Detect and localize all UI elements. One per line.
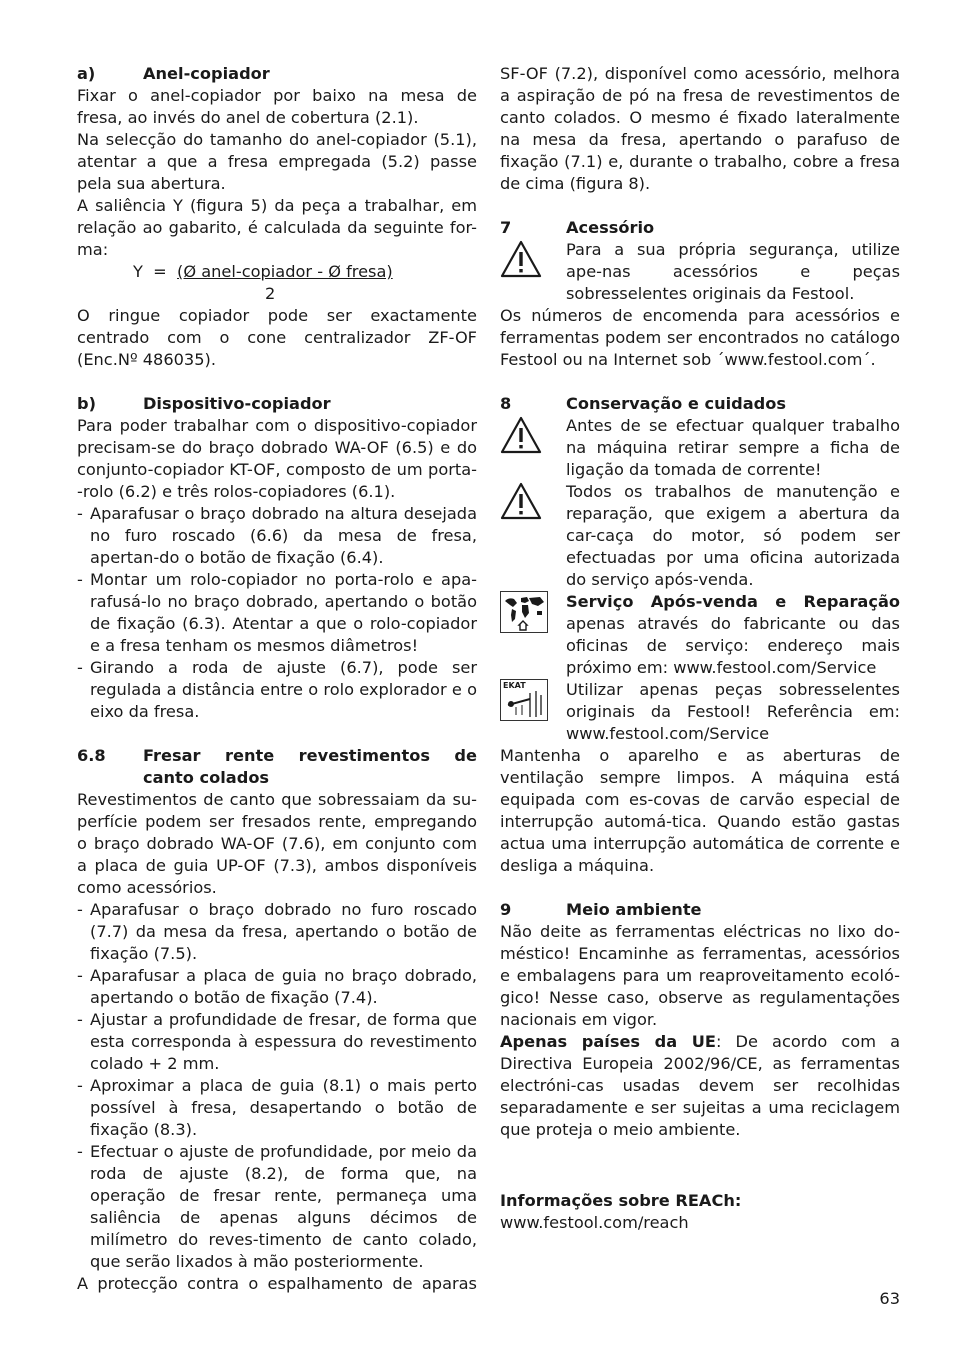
section-number: b) [77, 394, 96, 413]
warning-note: Todos os trabalhos de manutenção e reparação, que exigem a abertura da car-caça do motor, só podem ser efectuadas por uma oficina autorizada do serviço após-venda. [500, 481, 900, 591]
world-map-service-icon [500, 591, 566, 679]
service-note: Serviço Após-venda e Reparação apenas através do fabricante ou das oficinas de serviço: endereço mais próximo em: www.festool.com/Service [500, 591, 900, 679]
warning-note: Para a sua própria segurança, utilize ape-nas acessórios e peças sobresselentes originais da Festool. [500, 239, 900, 305]
paragraph: A protecção contra o espalhamento de aparas [77, 1274, 477, 1293]
section-a-heading [77, 63, 477, 85]
list-item: - Montar um rolo-copiador no porta-rolo e apa-rafusá-lo no braço dobrado, apertando o botão de fixação (6.3). Atentar a que o rolo-copiador e a fresa tenham os mesmos diâmetros! [77, 570, 477, 655]
section-title: Anel-copiador [143, 64, 270, 83]
list-item: - Efectuar o ajuste de profundidade, por meio da roda de ajuste (8.2), de forma que, na operação de fresar rente, permaneça uma saliência de apenas alguns décimos de milímetro do reves-timento de canto colado, que serão lixados à mão posteriormente. [77, 1142, 477, 1271]
formula-denominator: 2 [265, 284, 276, 303]
page-number: 63 [879, 1289, 900, 1308]
paragraph: Os números de encomenda para acessórios e ferramentas podem ser encontrados no catálogo Festool ou na Internet sob ´www.festool.com´. [500, 306, 900, 369]
paragraph: Não deite as ferramentas eléctricas no lixo do-méstico! Encaminhe as ferramentas, acessórios e embalagens para um reaproveitamento ecoló-gico! Nesse caso, observe as regulamentações nacionais em vigor. [500, 922, 900, 1029]
list-item: - Ajustar a profundidade de fresar, de forma que esta corresponda à espessura do revestimento colado + 2 mm. [77, 1010, 477, 1073]
ekat-label: EKAT [503, 681, 526, 690]
warning-note: Antes de se efectuar qualquer trabalho na máquina retirar sempre a ficha de ligação da tomada de corrente! [500, 415, 900, 481]
section-title: Dispositivo-copiador [143, 394, 331, 413]
paragraph: SF-OF (7.2), disponível como acessório, melhora a aspiração de pó na fresa de revestimentos de canto colados. O mesmo é fixado lateralmente na mesa da fresa, apertando o parafuso de fixação (7.1) e, durante o trabalho, cobre a fresa de cima (figura 8). [500, 64, 900, 193]
paragraph: Revestimentos de canto que sobressaiam da su-perfície podem ser fresados rente, empregando o braço dobrado WA-OF (7.6), em conjunto com a placa de guia UP-OF (7.3), ambos disponíveis como acessórios. [77, 790, 477, 897]
section-title: Meio ambiente [566, 900, 702, 919]
section-number: 9 [500, 900, 512, 919]
list-item: - Aparafusar o braço dobrado na altura desejada no furo roscado (6.6) da mesa de fresa, apertan-do o botão de fixação (6.4). [77, 504, 477, 567]
list-item: - Aparafusar a placa de guia no braço dobrado, apertando o botão de fixação (7.4). [77, 966, 477, 1007]
section-title: Acessório [566, 218, 655, 237]
paragraph: O ringue copiador pode ser exactamente centrado com o cone centralizador ZF-OF (Enc.Nº 486035). [77, 306, 477, 369]
section-title: Conservação e cuidados [566, 394, 787, 413]
warning-triangle-icon [500, 239, 566, 305]
paragraph: Apenas países da UE: De acordo com a Directiva Europeia 2002/96/CE, as ferramentas electróni-cas usadas devem ser recolhidas separadamente e ser sujeitas a uma reciclagem que proteja o meio ambiente. [500, 1032, 900, 1139]
section-number: 7 [500, 218, 512, 237]
section-title: Fresar rente revestimentos de canto colados [143, 746, 477, 787]
right-column [500, 63, 900, 1234]
section-8-heading [500, 393, 900, 415]
section-number: a) [77, 64, 96, 83]
formula-numerator: (Ø anel-copiador - Ø fresa) [177, 262, 393, 281]
paragraph: Fixar o anel-copiador por baixo na mesa de fresa, ao invés do anel de cobertura (2.1). [77, 86, 477, 127]
ekat-spare-parts-icon [500, 679, 566, 745]
reach-link[interactable]: www.festool.com/reach [500, 1213, 689, 1232]
warning-triangle-icon [500, 415, 566, 481]
formula [77, 261, 477, 283]
section-7-heading [500, 217, 900, 239]
section-b-heading [77, 393, 477, 415]
section-number: 8 [500, 394, 512, 413]
ekat-note: EKAT Utilizar apenas peças sobresselentes originais da Festool! Referência em: www.festool.com/Service [500, 679, 900, 745]
paragraph: Para poder trabalhar com o dispositivo-copiador precisam-se do braço dobrado WA-OF (6.5) e do conjunto-copiador KT-OF, composto de um porta--rolo (6.2) e três rolos-copiadores (6.1). [77, 416, 477, 501]
list-item: - Girando a roda de ajuste (6.7), pode ser regulada a distância entre o rolo explorador e o eixo da fresa. [77, 658, 477, 721]
paragraph: A saliência Y (figura 5) da peça a trabalhar, em relação ao gabarito, é calculada da seguinte for-ma: [77, 196, 477, 259]
warning-triangle-icon [500, 481, 566, 591]
section-6-8-heading [77, 745, 477, 789]
paragraph: Mantenha o aparelho e as aberturas de ventilação sempre limpos. A máquina está equipada com es-covas de carvão especial de interrupção automá-tica. Quando estão gastas actua uma interrupção automática de corrente e desliga a máquina. [500, 746, 900, 875]
reach-heading: Informações sobre REACh: [500, 1191, 742, 1210]
formula-lhs: Y = [133, 262, 178, 281]
paragraph: Na selecção do tamanho do anel-copiador (5.1), atentar a que a fresa empregada (5.2) passe pela sua abertura. [77, 130, 477, 193]
list-item: - Aparafusar o braço dobrado no furo roscado (7.7) da mesa da fresa, apertando o botão de fixação (7.5). [77, 900, 477, 963]
section-number: 6.8 [77, 746, 106, 765]
section-9-heading [500, 899, 900, 921]
list-item: - Aproximar a placa de guia (8.1) o mais perto possível à fresa, desapertando o botão de fixação (8.3). [77, 1076, 477, 1139]
left-column [77, 63, 477, 1295]
